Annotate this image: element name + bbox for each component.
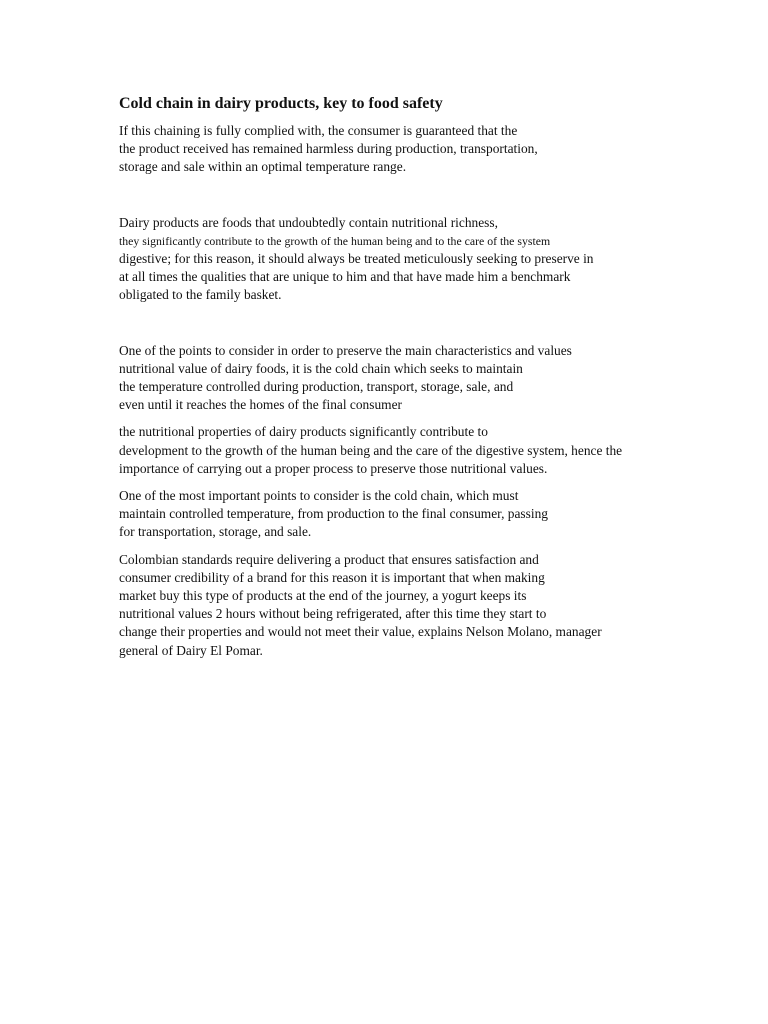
paragraph-line: market buy this type of products at the end of the journey, a yogurt keeps its bbox=[119, 588, 527, 604]
paragraph-line: obligated to the family basket. bbox=[119, 287, 282, 303]
paragraph-spacer bbox=[119, 542, 719, 551]
paragraph-line: general of Dairy El Pomar. bbox=[119, 642, 263, 658]
paragraph-line: One of the points to consider in order to preserve the main characteristics and values bbox=[119, 342, 572, 358]
paragraph-3 bbox=[119, 342, 719, 415]
paragraph-line: consumer credibility of a brand for this reason it is important that when making bbox=[119, 569, 545, 585]
paragraph-line: maintain controlled temperature, from production to the final consumer, passing bbox=[119, 506, 548, 522]
paragraph-4 bbox=[119, 423, 719, 478]
paragraph-line: digestive; for this reason, it should always be treated meticulously seeking to preserve in bbox=[119, 251, 594, 267]
paragraph-line: at all times the qualities that are unique to him and that have made him a benchmark bbox=[119, 269, 571, 285]
paragraph-line: the temperature controlled during production, transport, storage, sale, and bbox=[119, 379, 514, 395]
paragraph-spacer bbox=[119, 177, 719, 214]
paragraph-line: Dairy products are foods that undoubtedly contain nutritional richness, bbox=[119, 214, 498, 230]
paragraph-line: development to the growth of the human being and the care of the digestive system, hence the bbox=[119, 442, 623, 458]
paragraph-line: the nutritional properties of dairy products significantly contribute to bbox=[119, 424, 488, 440]
paragraph-line: the product received has remained harmless during production, transportation, bbox=[119, 141, 538, 157]
paragraph-line: storage and sale within an optimal temperature range. bbox=[119, 159, 407, 175]
paragraph-2 bbox=[119, 214, 719, 305]
paragraph-line: One of the most important points to consider is the cold chain, which must bbox=[119, 488, 519, 504]
paragraph-line: even until it reaches the homes of the final consumer bbox=[119, 397, 402, 413]
paragraph-line: nutritional value of dairy foods, it is the cold chain which seeks to maintain bbox=[119, 360, 523, 376]
paragraph-spacer bbox=[119, 305, 719, 342]
paragraph-line: change their properties and would not meet their value, explains Nelson Molano, manager bbox=[119, 624, 602, 640]
document-body bbox=[119, 94, 719, 660]
paragraph-line: they significantly contribute to the growth of the human being and to the care of the system bbox=[119, 233, 551, 248]
document-title: Cold chain in dairy products, key to food safety bbox=[119, 95, 443, 112]
paragraph-spacer bbox=[119, 414, 719, 423]
paragraph-6 bbox=[119, 551, 719, 660]
paragraph-line: nutritional values 2 hours without being refrigerated, after this time they start to bbox=[119, 606, 547, 622]
paragraph-1 bbox=[119, 122, 719, 177]
paragraph-5 bbox=[119, 487, 719, 542]
paragraph-line: If this chaining is fully complied with, the consumer is guaranteed that the bbox=[119, 123, 518, 138]
paragraph-line: Colombian standards require delivering a product that ensures satisfaction and bbox=[119, 551, 539, 567]
paragraph-spacer bbox=[119, 478, 719, 487]
paragraph-line: importance of carrying out a proper process to preserve those nutritional values. bbox=[119, 460, 548, 476]
paragraph-line: for transportation, storage, and sale. bbox=[119, 524, 312, 540]
